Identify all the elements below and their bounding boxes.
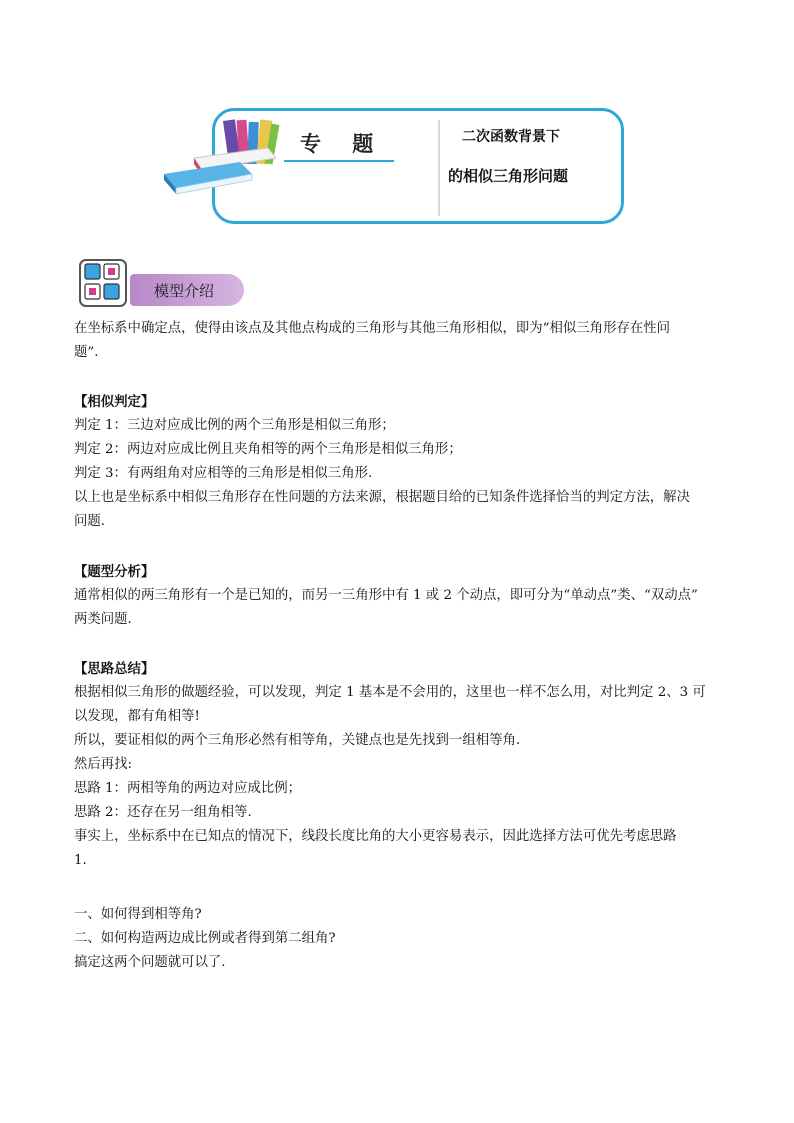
thinking-line: 1. [74,853,87,868]
thinking-line: 所以，要证相似的两个三角形必然有相等角，关键点也是先找到一组相等角. [74,733,521,748]
banner-divider [438,120,440,216]
books-icon [160,118,290,198]
judge-section [74,390,724,534]
banner-title-line-1: 二次函数背景下 [462,129,560,145]
analysis-heading: 【题型分析】 [74,564,155,580]
analysis-section [74,560,724,632]
thinking-line: 思路 1：两相等角的两边对应成比例； [74,781,302,796]
question-line: 二、如何构造两边成比例或者得到第二组角? [74,931,336,946]
thinking-line: 然后再找: [74,757,133,772]
thinking-heading: 【思路总结】 [74,661,155,677]
section-title: 模型介绍 [154,282,215,300]
analysis-line: 通常相似的两三角形有一个是已知的，而另一三角形中有 1 或 2 个动点，即可分为“单动点”类、“双动点” [74,588,698,603]
thinking-section [74,657,724,873]
analysis-line: 两类问题. [74,612,132,627]
grid-squares-icon [78,258,134,312]
judge-heading: 【相似判定】 [74,394,155,410]
intro-line: 题”. [74,345,99,360]
question-line: 一、如何得到相等角? [74,907,202,922]
thinking-line: 根据相似三角形的做题经验，可以发现，判定 1 基本是不会用的，这里也一样不怎么用，对比判定 2、3 可 [74,685,706,700]
banner-underline [284,160,394,162]
judge-line: 判定 3：有两组角对应相等的三角形是相似三角形. [74,466,373,481]
judge-line: 判定 1：三边对应成比例的两个三角形是相似三角形； [74,418,395,433]
thinking-line: 事实上，坐标系中在已知点的情况下，线段长度比角的大小更容易表示，因此选择方法可优先考虑思路 [74,829,677,844]
banner-title-line-2: 的相似三角形问题 [448,167,569,185]
intro-paragraph [74,317,724,365]
intro-line: 在坐标系中确定点，使得由该点及其他点构成的三角形与其他三角形相似，即为“相似三角形存在性问 [74,321,671,336]
judge-summary-line: 问题. [74,514,106,529]
thinking-line: 思路 2：还存在另一组角相等. [74,805,252,820]
judge-summary-line: 以上也是坐标系中相似三角形存在性问题的方法来源，根据题目给的已知条件选择恰当的判定方法，解决 [74,490,690,505]
question-line: 搞定这两个问题就可以了. [74,955,226,970]
questions-section [74,903,724,975]
banner-topic-word: 专 题 [300,131,386,156]
thinking-line: 以发现，都有角相等! [74,709,200,724]
judge-line: 判定 2：两边对应成比例且夹角相等的两个三角形是相似三角形； [74,442,462,457]
